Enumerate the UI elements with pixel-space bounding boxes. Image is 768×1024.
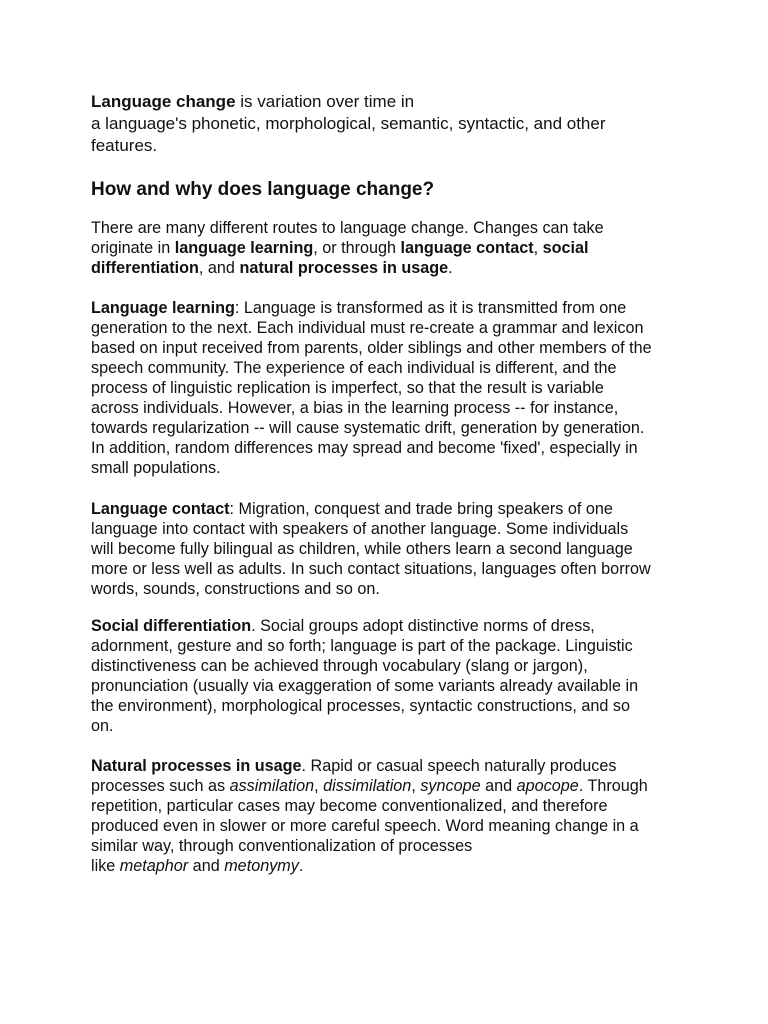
learning-term: Language learning [91,299,235,317]
example-dissimilation: dissimilation [323,777,412,795]
learning-line-5: process of linguistic replication is imperfect, so that the result is variable [91,379,604,397]
contact-line-5: words, sounds, constructions and so on. [91,580,380,598]
natural-text: , [314,777,324,795]
natural-text: . Rapid or casual speech naturally produces [301,757,617,775]
natural-line-4: produced even in slower or more careful speech. Word meaning change in a [91,817,639,835]
social-line-6: on. [91,717,114,735]
routes-paragraph [91,218,604,278]
social-line-5: the environment), morphological processes, syntactic constructions, and so [91,697,630,715]
social-line-2: adornment, gesture and so forth; language is part of the package. Linguistic [91,637,633,655]
natural-text: and [188,857,225,875]
term-differentiation: differentiation [91,259,199,277]
social-line-3: distinctiveness can be achieved through vocabulary (slang or jargon), [91,657,588,675]
learning-line-1 [91,298,652,318]
learning-text: : Language is transformed as it is transmitted from one [234,299,627,317]
term-social: social [542,239,589,257]
natural-text: and [480,777,517,795]
social-term: Social differentiation [91,617,252,635]
natural-line-3: repetition, particular cases may become conventionalized, and therefore [91,797,608,815]
natural-text: . [298,857,304,875]
example-apocope: apocope [516,777,579,795]
contact-paragraph [91,499,651,599]
contact-term: Language contact [91,500,230,518]
example-metonymy: metonymy [224,857,299,875]
example-metaphor: metaphor [119,857,189,875]
routes-text: , and [198,259,240,277]
routes-text: , [533,239,543,257]
section-heading: How and why does language change? [91,179,435,200]
intro-term: Language change [91,92,236,111]
document-body [91,91,691,875]
natural-line-2 [91,776,648,796]
contact-line-3: will become fully bilingual as children, while others learn a second language [91,540,633,558]
intro-line-1 [91,91,691,113]
contact-line-2: language into contact with speakers of another language. Some individuals [91,520,629,538]
natural-line-6 [91,856,648,876]
routes-line-3 [91,258,604,278]
contact-text: : Migration, conquest and trade bring speakers of one [229,500,613,518]
learning-line-6: across individuals. However, a bias in the learning process -- for instance, [91,399,619,417]
example-syncope: syncope [420,777,481,795]
social-line-4: pronunciation (usually via exaggeration of some variants already available in [91,677,639,695]
natural-line-1 [91,756,648,776]
term-language-contact: language contact [400,239,534,257]
routes-line-2 [91,238,604,258]
intro-paragraph [91,91,691,157]
social-text: . Social groups adopt distinctive norms of dress, [251,617,595,635]
routes-text: . [448,259,453,277]
learning-line-9: small populations. [91,459,221,477]
intro-text-1: is variation over time in [235,92,415,111]
term-language-learning: language learning [174,239,314,257]
learning-line-7: towards regularization -- will cause systematic drift, generation by generation. [91,419,645,437]
natural-text: . Through [578,777,648,795]
contact-line-4: more or less well as adults. In such contact situations, languages often borrow [91,560,651,578]
term-natural-processes: natural processes in usage [239,259,449,277]
natural-text: processes such as [91,777,230,795]
intro-line-3: features. [91,136,158,155]
learning-line-2: generation to the next. Each individual must re-create a grammar and lexicon [91,319,644,337]
natural-line-5: similar way, through conventionalization of processes [91,837,473,855]
routes-line-1: There are many different routes to language change. Changes can take [91,219,604,237]
learning-paragraph [91,298,652,478]
learning-line-8: In addition, random differences may spread and become 'fixed', especially in [91,439,638,457]
natural-text: like [91,857,120,875]
learning-line-3: based on input received from parents, older siblings and other members of the [91,339,652,357]
intro-line-2: a language's phonetic, morphological, semantic, syntactic, and other [91,114,606,133]
natural-paragraph [91,756,648,876]
contact-line-1 [91,499,651,519]
social-paragraph [91,616,638,736]
routes-text: originate in [91,239,175,257]
natural-term: Natural processes in usage [91,757,302,775]
natural-text: , [411,777,421,795]
social-line-1 [91,616,638,636]
learning-line-4: speech community. The experience of each individual is different, and the [91,359,617,377]
routes-text: , or through [313,239,401,257]
example-assimilation: assimilation [229,777,315,795]
